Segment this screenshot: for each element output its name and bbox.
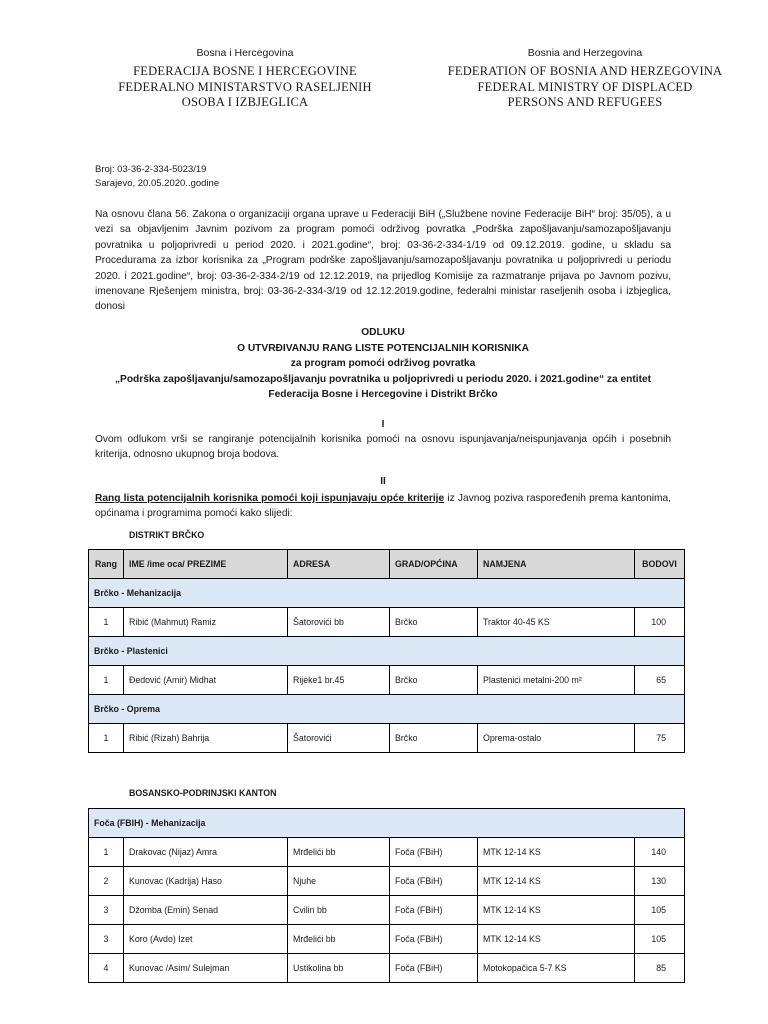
country-name-bs: Bosna i Hercegovina bbox=[196, 47, 294, 59]
cell-address: Rijeke1 br.45 bbox=[288, 666, 390, 695]
decision-title bbox=[95, 325, 671, 403]
column-header-points: BODOVI bbox=[635, 550, 685, 579]
cell-points: 140 bbox=[635, 838, 685, 867]
decision-title-line3: za program pomoći održivog povratka bbox=[290, 358, 476, 370]
federation-name-en: FEDERATION OF BOSNIA AND HERZEGOVINA bbox=[447, 64, 723, 78]
cell-city: Foča (FBiH) bbox=[390, 838, 478, 867]
table-row bbox=[89, 925, 685, 954]
section-2-bold-lead: Rang lista potencijalnih korisnika pomoći koji ispunjavaju opće kriterije bbox=[95, 493, 445, 504]
header-left bbox=[80, 44, 410, 110]
group-row bbox=[89, 579, 685, 608]
cell-name: Kunovac /Asim/ Sulejman bbox=[124, 954, 288, 983]
table-row bbox=[89, 954, 685, 983]
place-and-date: Sarajevo, 20.05.2020..godine bbox=[95, 178, 220, 189]
cell-city: Foča (FBiH) bbox=[390, 867, 478, 896]
group-name: Brčko - Mehanizacija bbox=[89, 579, 685, 608]
reference-number: Broj: 03-36-2-334-5023/19 bbox=[95, 164, 207, 175]
ministry-name-en-line1: FEDERAL MINISTRY OF DISPLACED bbox=[477, 80, 693, 94]
decision-title-line2: O UTVRĐIVANJU RANG LISTE POTENCIJALNIH KORISNIKA bbox=[237, 342, 529, 354]
cell-address: Šatorovići bbox=[288, 724, 390, 753]
cell-rank: 1 bbox=[89, 666, 124, 695]
cell-city: Brčko bbox=[390, 666, 478, 695]
cell-points: 100 bbox=[635, 608, 685, 637]
cell-points: 65 bbox=[635, 666, 685, 695]
cell-purpose: Plastenici metalni-200 m² bbox=[478, 666, 635, 695]
cell-city: Foča (FBiH) bbox=[390, 925, 478, 954]
cell-name: Kunovac (Kadrija) Haso bbox=[124, 867, 288, 896]
table-header-row bbox=[89, 550, 685, 579]
ministry-name-bs-line2: OSOBA I IZBJEGLICA bbox=[181, 95, 309, 109]
cell-rank: 1 bbox=[89, 724, 124, 753]
group-name: Brčko - Plastenici bbox=[89, 637, 685, 666]
ranking-table-bpk bbox=[88, 808, 685, 983]
table-row bbox=[89, 608, 685, 637]
region-title-bpk: BOSANSKO-PODRINJSKI KANTON bbox=[129, 788, 277, 798]
table-row bbox=[89, 838, 685, 867]
cell-points: 130 bbox=[635, 867, 685, 896]
cell-purpose: Motokopačica 5-7 KS bbox=[478, 954, 635, 983]
cell-rank: 3 bbox=[89, 925, 124, 954]
section-2-numeral: II bbox=[380, 476, 386, 487]
cell-address: Mrđelići bb bbox=[288, 925, 390, 954]
column-header-purpose: NAMJENA bbox=[478, 550, 635, 579]
cell-address: Ustikolina bb bbox=[288, 954, 390, 983]
cell-city: Foča (FBiH) bbox=[390, 896, 478, 925]
column-header-name: IME /ime oca/ PREZIME bbox=[124, 550, 288, 579]
cell-purpose: MTK 12-14 KS bbox=[478, 896, 635, 925]
table-row bbox=[89, 896, 685, 925]
cell-points: 75 bbox=[635, 724, 685, 753]
cell-city: Brčko bbox=[390, 608, 478, 637]
group-row bbox=[89, 637, 685, 666]
decision-title-line4: „Podrška zapošljavanju/samozapošljavanju povratnika u poljoprivredi u periodu 2020. i 2021.godine“ za entitet bbox=[114, 373, 652, 385]
cell-address: Njuhe bbox=[288, 867, 390, 896]
cell-name: Drakovac (Nijaz) Amra bbox=[124, 838, 288, 867]
section-2-text bbox=[95, 491, 671, 522]
column-header-city: GRAD/OPĆINA bbox=[390, 550, 478, 579]
header-right bbox=[420, 44, 750, 110]
ministry-name-en-line2: PERSONS AND REFUGEES bbox=[507, 95, 663, 109]
cell-purpose: Traktor 40-45 KS bbox=[478, 608, 635, 637]
cell-purpose: Oprema-ostalo bbox=[478, 724, 635, 753]
cell-address: Cvilin bb bbox=[288, 896, 390, 925]
cell-city: Brčko bbox=[390, 724, 478, 753]
ranking-table-brcko bbox=[88, 549, 685, 753]
section-1-text: Ovom odlukom vrši se rangiranje potencijalnih korisnika pomoći na osnovu ispunjavanja/neispunjavanja općih i posebnih kriterija, odnosno ukupnog broja bodova. bbox=[95, 434, 671, 461]
cell-name: Đedović (Amir) Midhat bbox=[124, 666, 288, 695]
cell-points: 85 bbox=[635, 954, 685, 983]
ministry-name-bs-line1: FEDERALNO MINISTARSTVO RASELJENIH bbox=[118, 80, 372, 94]
cell-rank: 1 bbox=[89, 608, 124, 637]
cell-name: Ribić (Mahmut) Ramiz bbox=[124, 608, 288, 637]
decision-title-line1: ODLUKU bbox=[361, 327, 405, 338]
table-row bbox=[89, 666, 685, 695]
cell-purpose: MTK 12-14 KS bbox=[478, 867, 635, 896]
region-title-brcko: DISTRIKT BRČKO bbox=[129, 530, 205, 540]
cell-address: Šatorovići bb bbox=[288, 608, 390, 637]
cell-rank: 1 bbox=[89, 838, 124, 867]
section-1-numeral: I bbox=[381, 419, 385, 430]
country-name-en: Bosnia and Herzegovina bbox=[527, 47, 643, 59]
column-header-address: ADRESA bbox=[288, 550, 390, 579]
cell-purpose: MTK 12-14 KS bbox=[478, 925, 635, 954]
federation-name-bs: FEDERACIJA BOSNE I HERCEGOVINE bbox=[133, 64, 357, 78]
cell-rank: 2 bbox=[89, 867, 124, 896]
table-row bbox=[89, 867, 685, 896]
preamble-paragraph: Na osnovu člana 56. Zakona o organizaciji organa uprave u Federaciji BiH („Službene novine Federacije BiH“ broj: 35/05), a u vezi sa objavljenim Javnim pozivom za program pomoći održivog povratka „Podrška zapošljavanju/samozapošljavanju povratnika u poljoprivredi u period 2020. i 2021.godine“, broj: 03-36-2-334-1/19 od 09.12.2019. godine, u skladu sa Procedurama za izbor korisnika za „Program podrške zapošljavanju/samozapošljavanju povratnika u poljoprivredi u periodu 2020. i 2021.godine“, broj: 03-36-2-334-2/19 od 12.12.2019, na prijedlog Komisije za razmatranje prijava po Javnom pozivu, imenovane Rješenjem ministra, broj: 03-36-2-334-3/19 od 12.12.2019.godine, federalni ministar raseljenih osoba i izbjeglica, donosi bbox=[95, 209, 671, 313]
group-name: Brčko - Oprema bbox=[89, 695, 685, 724]
cell-rank: 3 bbox=[89, 896, 124, 925]
document-reference bbox=[95, 163, 219, 191]
cell-purpose: MTK 12-14 KS bbox=[478, 838, 635, 867]
cell-name: Ribić (Rizah) Bahrija bbox=[124, 724, 288, 753]
cell-name: Džomba (Emin) Senad bbox=[124, 896, 288, 925]
table-row bbox=[89, 724, 685, 753]
decision-title-line5: Federacija Bosne i Hercegovine i Distrikt Brčko bbox=[268, 389, 498, 401]
cell-points: 105 bbox=[635, 896, 685, 925]
column-header-rank: Rang bbox=[89, 550, 124, 579]
cell-name: Koro (Avdo) Izet bbox=[124, 925, 288, 954]
group-row bbox=[89, 695, 685, 724]
cell-address: Mrđelići bb bbox=[288, 838, 390, 867]
section-2-rest: iz Javnog poziva raspoređenih prema kantonima, općinama i programima pomoći kako slijedi: bbox=[95, 493, 671, 520]
cell-points: 105 bbox=[635, 925, 685, 954]
cell-rank: 4 bbox=[89, 954, 124, 983]
group-name: Foča (FBIH) - Mehanizacija bbox=[89, 809, 685, 838]
cell-city: Foča (FBiH) bbox=[390, 954, 478, 983]
group-row bbox=[89, 809, 685, 838]
